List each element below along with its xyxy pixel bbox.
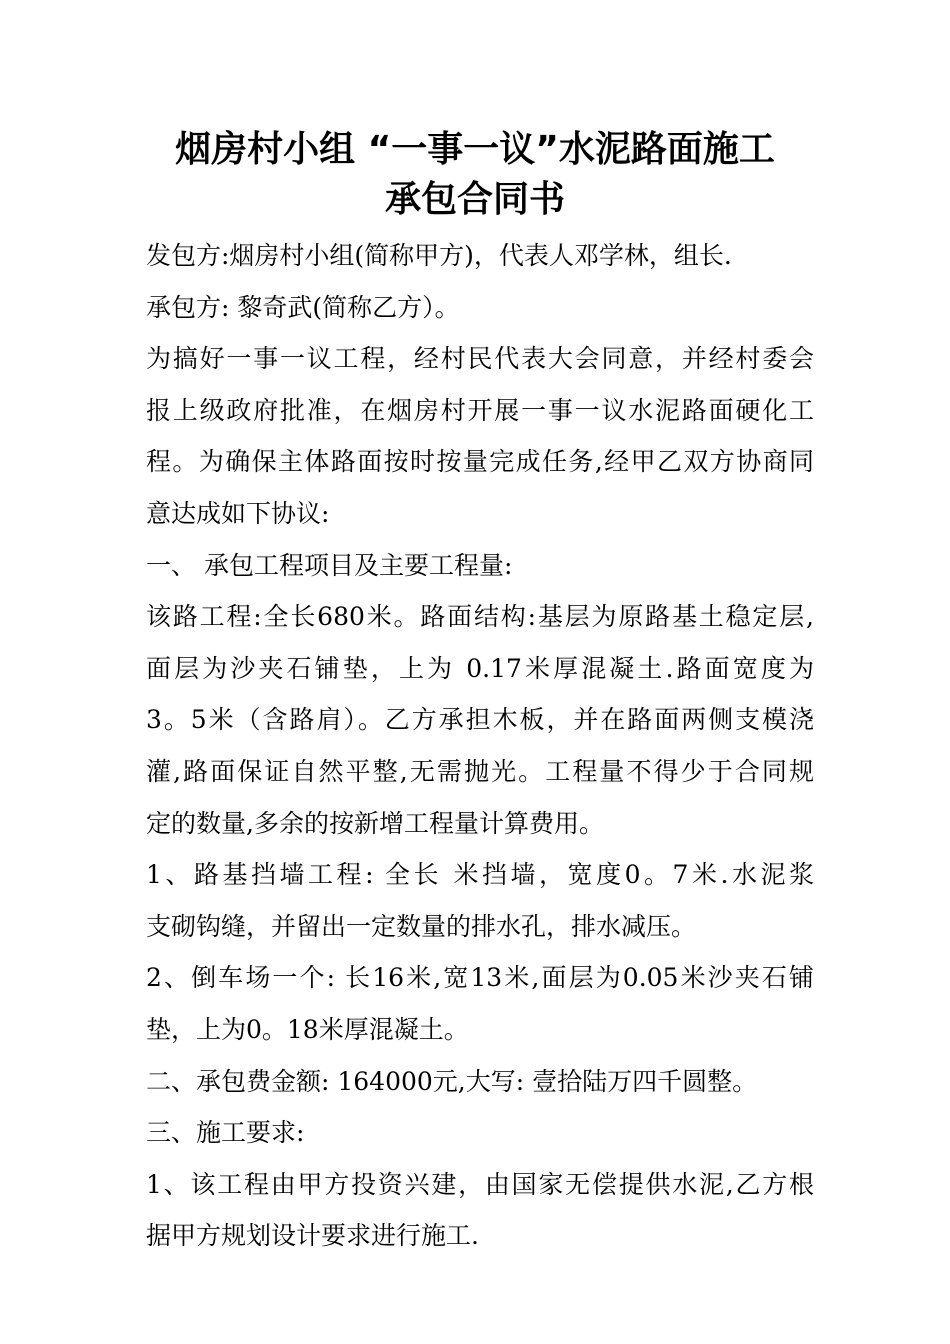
text-line: 报上级政府批准，在烟房村开展一事一议水泥路面硬化工: [146, 395, 814, 425]
document-title-line-1: 烟房村小组 “一事一议”水泥路面施工: [175, 129, 775, 170]
text-line: 程。为确保主体路面按时按量完成任务,经甲乙双方协商同: [146, 447, 814, 477]
text-line: 据甲方规划设计要求进行施工.: [146, 1221, 479, 1251]
text-line: 发包方:烟房村小组(简称甲方)，代表人邓学林，组长.: [146, 241, 732, 270]
text-line: 3。5米（含路肩）。乙方承担木板，并在路面两侧支模浇: [146, 705, 814, 735]
text-line: 一、 承包工程项目及主要工程量:: [146, 550, 513, 580]
text-line: 垫，上为0。18米厚混凝土。: [146, 1014, 469, 1044]
text-line: 1、该工程由甲方投资兴建，由国家无偿提供水泥,乙方根: [146, 1169, 814, 1199]
text-line: 面层为沙夹石铺垫，上为 0.17米厚混凝土.路面宽度为: [146, 653, 814, 683]
text-line: 为搞好一事一议工程，经村民代表大会同意，并经村委会: [146, 344, 814, 374]
text-line: 意达成如下协议:: [146, 498, 330, 528]
text-line: 灌,路面保证自然平整,无需抛光。工程量不得少于合同规: [146, 756, 814, 786]
text-line: 1、路基挡墙工程: 全长 米挡墙，宽度0。7米.水泥浆: [146, 860, 814, 890]
text-line: 二、承包费金额: 164000元,大写: 壹拾陆万四千圆整。: [146, 1066, 758, 1096]
document-body: [146, 230, 814, 1262]
text-line: 定的数量,多余的按新增工程量计算费用。: [146, 808, 604, 838]
document-title-line-2: 承包合同书: [384, 179, 565, 220]
text-line: 2、倒车场一个: 长16米,宽13米,面层为0.05米沙夹石铺: [146, 963, 814, 993]
text-line: 三、施工要求:: [146, 1118, 305, 1148]
text-line: 承包方: 黎奇武(简称乙方）。: [146, 292, 460, 322]
text-line: 支砌钩缝，并留出一定数量的排水孔，排水减压。: [146, 911, 697, 941]
text-line: 该路工程:全长680米。路面结构:基层为原路基土稳定层,: [146, 602, 814, 632]
